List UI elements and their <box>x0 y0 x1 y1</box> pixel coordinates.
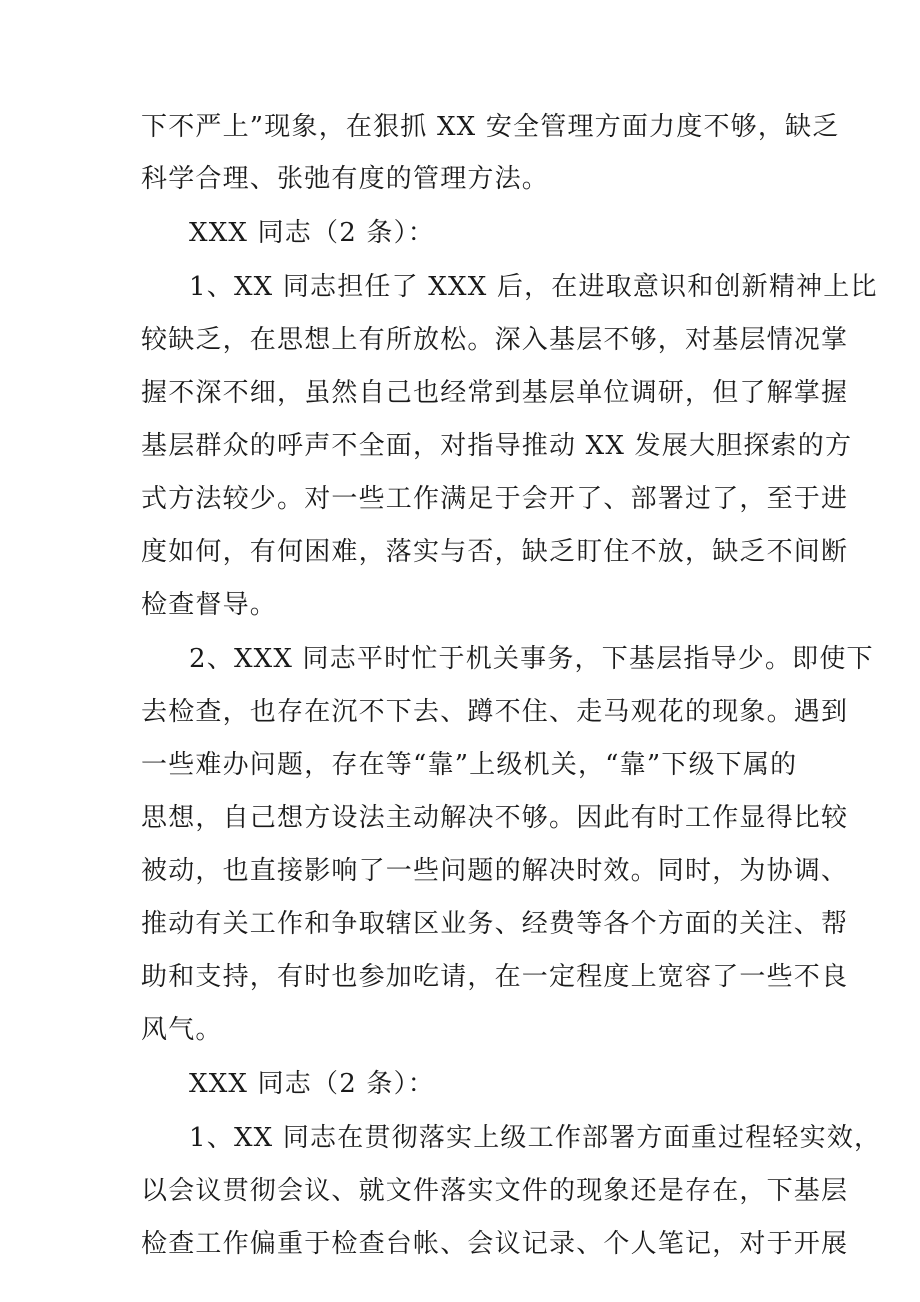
paragraph-line: 助和支持，有时也参加吃请，在一定程度上宽容了一些不良 <box>141 962 849 992</box>
paragraph-line: 度如何，有何困难，落实与否，缺乏盯住不放，缺乏不间断 <box>141 537 849 567</box>
paragraph-line: 1、XX 同志在贯彻落实上级工作部署方面重过程轻实效， <box>189 1123 882 1153</box>
paragraph-line: 风气。 <box>141 1015 223 1045</box>
paragraph-line: 下不严上”现象，在狠抓 XX 安全管理方面力度不够，缺乏 <box>141 112 840 142</box>
paragraph-line: 推动有关工作和争取辖区业务、经费等各个方面的关注、帮 <box>141 909 849 939</box>
paragraph-line: 式方法较少。对一些工作满足于会开了、部署过了，至于进 <box>141 484 849 514</box>
paragraph-line: 一些难办问题，存在等“靠”上级机关，“靠”下级下属的 <box>141 750 798 780</box>
section-heading: XXX 同志（2 条）： <box>189 1069 436 1099</box>
paragraph-line: 检查工作偏重于检查台帐、会议记录、个人笔记，对于开展 <box>141 1229 849 1259</box>
paragraph-line: 被动，也直接影响了一些问题的解决时效。同时，为协调、 <box>141 856 849 886</box>
paragraph-line: 握不深不细，虽然自己也经常到基层单位调研，但了解掌握 <box>141 378 849 408</box>
paragraph-line: 2、XXX 同志平时忙于机关事务，下基层指导少。即使下 <box>189 644 874 674</box>
paragraph-line: 以会议贯彻会议、就文件落实文件的现象还是存在，下基层 <box>141 1176 849 1206</box>
paragraph-line: 思想，自己想方设法主动解决不够。因此有时工作显得比较 <box>141 803 849 833</box>
section-heading: XXX 同志（2 条）： <box>189 218 436 248</box>
paragraph-line: 科学合理、张弛有度的管理方法。 <box>141 164 550 194</box>
paragraph-line: 基层群众的呼声不全面，对指导推动 XX 发展大胆探索的方 <box>141 431 853 461</box>
paragraph-line: 较缺乏，在思想上有所放松。深入基层不够，对基层情况掌 <box>141 325 849 355</box>
paragraph-line: 1、XX 同志担任了 XXX 后，在进取意识和创新精神上比 <box>189 272 878 302</box>
paragraph-line: 检查督导。 <box>141 590 278 620</box>
paragraph-line: 去检查，也存在沉不下去、蹲不住、走马观花的现象。遇到 <box>141 697 849 727</box>
